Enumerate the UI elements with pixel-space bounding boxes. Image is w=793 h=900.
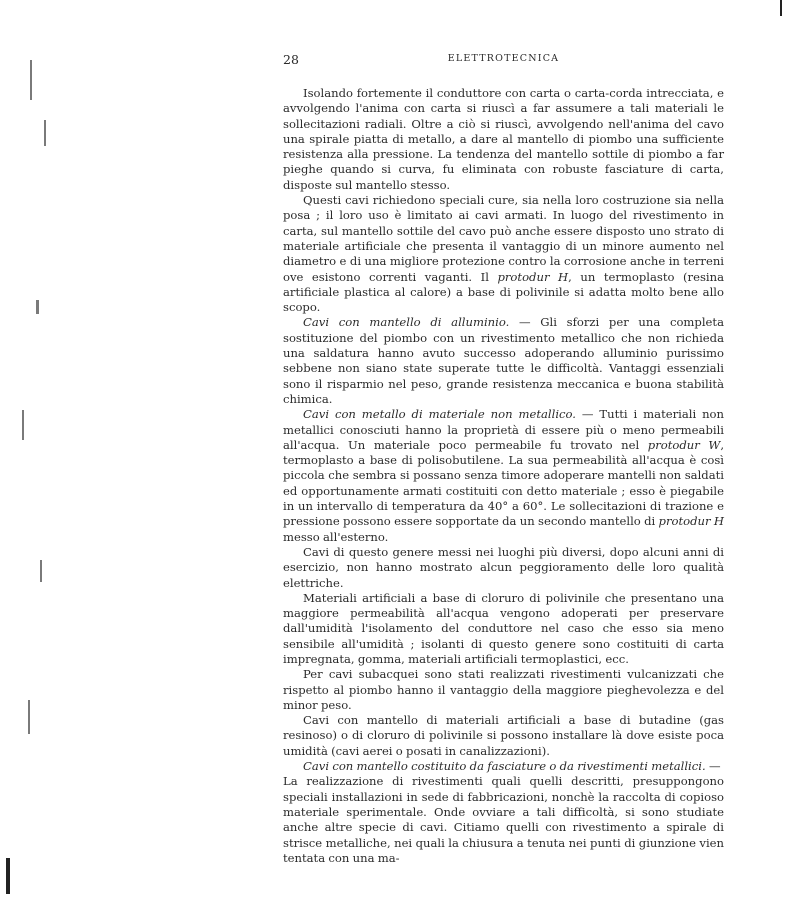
scanned-page-edge [0,0,60,900]
body-text [283,86,724,866]
section-heading: Cavi con metallo di materiale non metallico. [303,407,576,422]
page-corner-mark [780,0,782,16]
paragraph: Per cavi subacquei sono stati realizzati rivestimenti vulcanizzati che rispetto al piombo hanno il vantaggio della maggiore pieghevolezza e del minor peso. [283,667,724,712]
paragraph: Cavi con mantello costituito da fasciature o da rivestimenti metallici. — [303,759,721,774]
paragraph: Cavi di questo genere messi nei luoghi più diversi, dopo alcuni anni di esercizio, non hanno mostrato alcun peggioramento delle loro qualità elettriche. [283,544,724,590]
page-header [283,52,724,70]
paragraph: Cavi con mantello di materiali artificiali a base di butadine (gas resinoso) o di cloruro di polivinile si possono installare là dove esiste poca umidità (cavi aerei o posati in canalizzazioni). [283,713,724,758]
product-name: protodur W [647,437,721,452]
running-title: ELETTROTECNICA [447,53,560,64]
section-heading: Cavi con mantello di alluminio. [303,315,510,330]
section-heading: Cavi con mantello costituito da fasciature o da rivestimenti metallici. [303,759,706,774]
product-name: protodur H [497,269,569,284]
paragraph: Isolando fortemente il conduttore con carta o carta-corda intrecciata, e avvolgendo l'anima con carta si riuscì a far assumere a tali materiali le sollecitazioni radiali. Oltre a ciò si riuscì, avvolgendo nell'anima del cavo una spirale piatta di metallo, a dare al mantello di piombo una sufficiente resistenza alla pressione. La tendenza del mantello sottile di piombo a far pieghe quando si curva, fu eliminata con robuste fasciature di carta, disposte sul mantello stesso. [283,86,724,192]
paragraph: Materiali artificiali a base di cloruro di polivinile che presentano una maggiore permeabilità all'acqua vengono adoperati per preservare dall'umidità l'isolamento del conduttore nel caso che esso sia meno sensibile all'umidità ; isolanti di questo genere sono costituiti di carta impregnata, gomma, materiali artificiali termoplastici, ecc. [283,590,724,666]
paragraph: Questi cavi richiedono speciali cure, sia nella loro costruzione sia nella posa ; il loro uso è limitato ai cavi armati. In luogo del rivestimento in carta, sul mantello sottile del cavo può anche essere disposto uno strato di materiale artificiale che presenta il vantaggio di un minore aumento nel diametro e di una migliore protezione contro la corrosione anche in terreni ove esistono correnti vaganti. Il protodur H, un termoplasto (resina artificiale plastica al calore) a base di polivinile si adatta molto bene allo scopo. [283,193,724,315]
paragraph: Cavi con mantello di alluminio. — Gli sforzi per una completa sostituzione del piombo con un rivestimento metallico che non richieda una saldatura hanno avuto successo adoperando alluminio purissimo sebbene non siano state superate tutte le difficoltà. Vantaggi essenziali sono il risparmio nel peso, grande resistenza meccanica e buona stabilità chimica. [283,315,724,406]
paragraph: La realizzazione di rivestimenti quali quelli descritti, presuppongono speciali installazioni in sede di fabbricazioni, nonchè la raccolta di copioso materiale sperimentale. Onde ovviare a tali difficoltà, si sono studiate anche altre specie di cavi. Citiamo quelli con rivestimento a spirale di strisce metalliche, nei quali la chiusura a tenuta nei punti di giunzione vien tentata con una ma- [283,774,724,865]
product-name: protodur H [658,514,724,529]
paragraph: Cavi con metallo di materiale non metallico. — Tutti i materiali non metallici conosciuti hanno la proprietà di essere più o meno permeabili all'acqua. Un materiale poco permeabile fu trovato nel protodur W, termoplasto a base di polisobutilene. La sua permeabilità all'acqua è così piccola che sembra si possano senza timore adoperare mantelli non saldati ed opportunamente armati costituiti con detto materiale ; esso è piegabile in un intervallo di temperatura da 40° a 60°. Le sollecitazioni di trazione e pressione possono essere sopportate da un secondo mantello di protodur H messo all'esterno. [283,407,725,544]
page-number: 28 [283,52,299,67]
